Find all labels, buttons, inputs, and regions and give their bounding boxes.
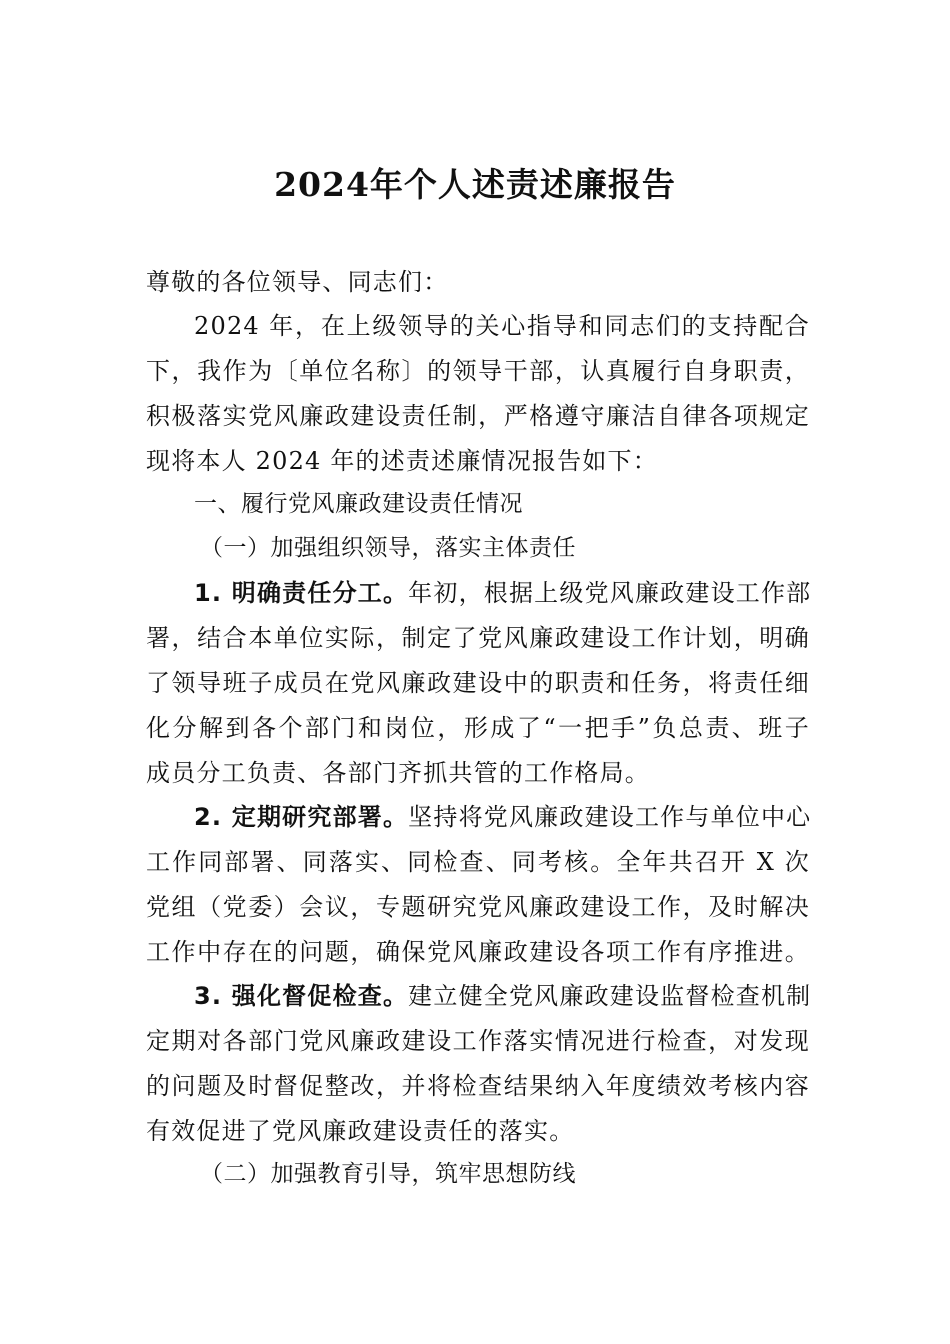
item-1-lead: 1. 明确责任分工。 — [194, 579, 409, 607]
section-heading-1: 一、履行党风廉政建设责任情况 — [194, 491, 523, 517]
subsection-heading-1: （一）加强组织领导，落实主体责任 — [200, 535, 576, 561]
item-2-line-2: 工作同部署、同落实、同检查、同考核。全年共召开 X 次 — [146, 848, 810, 876]
item-1-line-4: 化分解到各个部门和岗位，形成了“一把手”负总责、班子 — [146, 714, 810, 742]
item-1-first-line — [194, 573, 810, 613]
item-2-line-3: 党组（党委）会议，专题研究党风廉政建设工作，及时解决 — [146, 893, 810, 921]
item-1-line-2: 署，结合本单位实际，制定了党风廉政建设工作计划，明确 — [146, 624, 810, 652]
intro-line-4: 现将本人 2024 年的述责述廉情况报告如下： — [146, 447, 658, 475]
item-1-line-5: 成员分工负责、各部门齐抓共管的工作格局。 — [146, 759, 650, 787]
document-title: 2024年个人述责述廉报告 — [274, 165, 676, 204]
item-2-line-4: 工作中存在的问题，确保党风廉政建设各项工作有序推进。 — [146, 938, 810, 966]
intro-line-2: 下，我作为〔单位名称〕的领导干部，认真履行自身职责， — [146, 357, 810, 385]
item-2-first-text: 坚持将党风廉政建设工作与单位中心 — [408, 803, 812, 831]
item-3-first-text: 建立健全党风廉政建设监督检查机制 — [408, 982, 812, 1010]
item-2-first-line — [194, 797, 810, 837]
salutation: 尊敬的各位领导、同志们： — [146, 268, 449, 296]
item-1-line-3: 了领导班子成员在党风廉政建设中的职责和任务，将责任细 — [146, 669, 810, 697]
item-3-line-4: 有效促进了党风廉政建设责任的落实。 — [146, 1117, 575, 1145]
subsection-heading-2: （二）加强教育引导，筑牢思想防线 — [200, 1161, 576, 1187]
item-1-first-text: 年初，根据上级党风廉政建设工作部 — [408, 579, 812, 607]
intro-line-1: 2024 年，在上级领导的关心指导和同志们的支持配合 — [194, 312, 810, 340]
item-3-first-line — [194, 976, 810, 1016]
item-3-lead: 3. 强化督促检查。 — [194, 982, 409, 1010]
item-3-line-3: 的问题及时督促整改，并将检查结果纳入年度绩效考核内容 — [146, 1072, 810, 1100]
item-2-lead: 2. 定期研究部署。 — [194, 803, 409, 831]
item-3-line-2: 定期对各部门党风廉政建设工作落实情况进行检查，对发现 — [146, 1027, 810, 1055]
intro-line-3: 积极落实党风廉政建设责任制，严格遵守廉洁自律各项规定 — [146, 402, 810, 430]
